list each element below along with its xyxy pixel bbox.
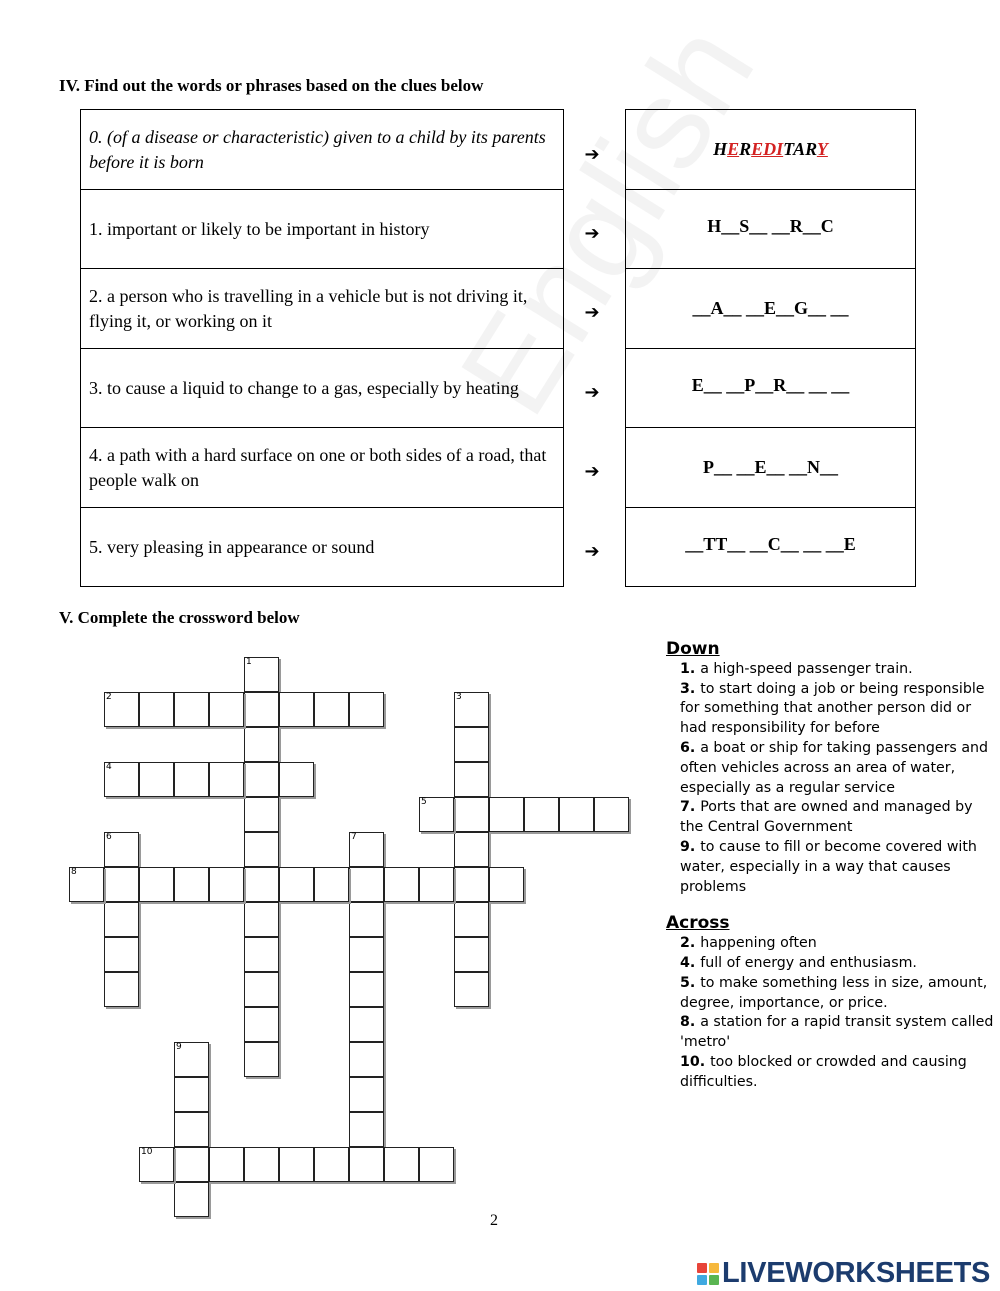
crossword-cell[interactable] (279, 762, 314, 797)
crossword-cell[interactable] (314, 692, 349, 727)
arrow-icon: ➔ (584, 223, 600, 244)
answer-pattern: H__S__ __R__C (707, 216, 834, 236)
crossword-cell[interactable] (174, 1042, 209, 1077)
crossword-cell[interactable] (244, 1147, 279, 1182)
crossword-cell[interactable] (454, 867, 489, 902)
crossword-letter-input[interactable] (107, 835, 136, 864)
down-clue-list (664, 660, 994, 898)
crossword-cell[interactable] (174, 1182, 209, 1217)
crossword-cell[interactable] (314, 867, 349, 902)
crossword-cell[interactable] (349, 937, 384, 972)
crossword-cell[interactable] (349, 692, 384, 727)
crossword-cell[interactable] (349, 902, 384, 937)
crossword-letter-input[interactable] (457, 835, 486, 864)
crossword-cell[interactable] (454, 762, 489, 797)
crossword-letter-input[interactable] (212, 695, 241, 724)
crossword-cell[interactable] (174, 762, 209, 797)
crossword-letter-input[interactable] (492, 800, 521, 829)
clue-cell-1 (80, 189, 564, 269)
crossword-letter-input[interactable] (387, 870, 416, 899)
answer-cell-2[interactable] (625, 268, 916, 349)
crossword-letter-input[interactable] (527, 800, 556, 829)
crossword-cell[interactable] (104, 832, 139, 867)
logo-tiles-icon (697, 1263, 719, 1285)
crossword-cell[interactable] (349, 1147, 384, 1182)
crossword-letter-input[interactable] (457, 730, 486, 759)
clue-number-label: 3 (456, 692, 462, 702)
answer-cell-5[interactable] (625, 507, 916, 587)
crossword-cell[interactable] (104, 902, 139, 937)
crossword-cell[interactable] (244, 1042, 279, 1077)
crossword-letter-input[interactable] (247, 975, 276, 1004)
down-clue-6 (680, 739, 994, 798)
down-clue-1 (680, 660, 994, 680)
crossword-cell[interactable] (594, 797, 629, 832)
crossword-letter-input[interactable] (352, 975, 381, 1004)
across-clue-4 (680, 954, 994, 974)
clue-text: happening often (700, 935, 817, 952)
crossword-cell[interactable] (244, 727, 279, 762)
crossword-letter-input[interactable] (317, 1150, 346, 1179)
clue-text: a station for a rapid transit system called 'metro' (680, 1014, 994, 1051)
answer-pattern: __A__ __E__G__ __ (692, 298, 849, 318)
clue-number: 7. (680, 799, 701, 816)
crossword-cell[interactable] (419, 867, 454, 902)
clue-text: to cause to fill or become covered with water, especially in a way that causes problems (680, 838, 977, 895)
down-clue-9 (680, 838, 994, 897)
crossword-cell[interactable] (349, 867, 384, 902)
arrow-icon: ➔ (584, 144, 600, 165)
clue-number-label: 2 (106, 692, 112, 702)
crossword-letter-input[interactable] (177, 1115, 206, 1144)
crossword-cell[interactable] (139, 867, 174, 902)
answer-pattern: E__ __P__R__ __ __ (691, 375, 850, 395)
crossword-letter-input[interactable] (317, 870, 346, 899)
clue-text: 0. (of a disease or characteristic) given to a child by its parents before it is born (89, 126, 546, 172)
crossword-cell[interactable] (244, 692, 279, 727)
crossword-letter-input[interactable] (212, 870, 241, 899)
crossword-cell[interactable] (104, 867, 139, 902)
crossword-cell[interactable] (244, 1007, 279, 1042)
crossword-cell[interactable] (454, 797, 489, 832)
crossword-letter-input[interactable] (142, 1150, 171, 1179)
clue-text: full of energy and enthusiasm. (700, 954, 917, 971)
clue-number-label: 4 (106, 762, 112, 772)
crossword-letter-input[interactable] (282, 870, 311, 899)
crossword-letter-input[interactable] (422, 800, 451, 829)
crossword-letter-input[interactable] (212, 765, 241, 794)
crossword-letter-input[interactable] (247, 800, 276, 829)
crossword-letter-input[interactable] (177, 1045, 206, 1074)
crossword-letter-input[interactable] (142, 765, 171, 794)
clue-text: too blocked or crowded and causing difficulties. (680, 1053, 967, 1090)
crossword-cell[interactable] (559, 797, 594, 832)
crossword-letter-input[interactable] (247, 835, 276, 864)
clue-cell-2 (80, 268, 564, 349)
down-clue-7 (680, 798, 994, 838)
crossword-letter-input[interactable] (282, 765, 311, 794)
crossword-letter-input[interactable] (142, 870, 171, 899)
answer-cell-4[interactable] (625, 427, 916, 508)
crossword-letter-input[interactable] (387, 1150, 416, 1179)
crossword-letter-input[interactable] (562, 800, 591, 829)
crossword-cell[interactable] (244, 867, 279, 902)
crossword-cell[interactable] (209, 762, 244, 797)
crossword-letter-input[interactable] (107, 940, 136, 969)
across-clue-2 (680, 934, 994, 954)
crossword-cell[interactable] (349, 832, 384, 867)
crossword-letter-input[interactable] (107, 905, 136, 934)
crossword-cell[interactable] (244, 937, 279, 972)
page-number: 2 (490, 1212, 498, 1229)
crossword-letter-input[interactable] (352, 1150, 381, 1179)
crossword-letter-input[interactable] (352, 695, 381, 724)
crossword-cell[interactable] (454, 692, 489, 727)
crossword-letter-input[interactable] (422, 1150, 451, 1179)
crossword-cell[interactable] (419, 1147, 454, 1182)
crossword-letter-input[interactable] (457, 800, 486, 829)
crossword-cell[interactable] (454, 902, 489, 937)
crossword-cell[interactable] (174, 1112, 209, 1147)
crossword-cell[interactable] (244, 832, 279, 867)
clue-number: 1. (680, 660, 701, 677)
section-iv-heading: IV. Find out the words or phrases based on the clues below (59, 76, 484, 95)
crossword-cell[interactable] (104, 762, 139, 797)
clue-text: 2. a person who is travelling in a vehicle but is not driving it, flying it, or working on it (89, 285, 528, 331)
answer-cell-3[interactable] (625, 348, 916, 428)
crossword-letter-input[interactable] (352, 1045, 381, 1074)
crossword-cell[interactable] (489, 797, 524, 832)
across-clue-8 (680, 1013, 994, 1053)
crossword-letter-input[interactable] (177, 1080, 206, 1109)
crossword-cell[interactable] (244, 972, 279, 1007)
crossword-cell[interactable] (279, 1147, 314, 1182)
crossword-letter-input[interactable] (352, 870, 381, 899)
clue-number: 10. (680, 1053, 711, 1070)
clue-cell-3 (80, 348, 564, 428)
crossword-letter-input[interactable] (247, 695, 276, 724)
crossword-cell[interactable] (244, 657, 279, 692)
crossword-letter-input[interactable] (107, 765, 136, 794)
crossword-letter-input[interactable] (177, 870, 206, 899)
crossword-letter-input[interactable] (352, 940, 381, 969)
crossword-letter-input[interactable] (457, 905, 486, 934)
crossword-letter-input[interactable] (352, 905, 381, 934)
clue-number: 3. (680, 680, 701, 697)
down-clue-3 (680, 680, 994, 739)
answer-letters: TAR (783, 139, 817, 159)
crossword-letter-input[interactable] (457, 870, 486, 899)
crossword-cell[interactable] (279, 867, 314, 902)
crossword-letter-input[interactable] (247, 940, 276, 969)
crossword-cell[interactable] (244, 797, 279, 832)
crossword-cell[interactable] (174, 867, 209, 902)
answer-cell-1[interactable] (625, 189, 916, 269)
crossword-cell[interactable] (349, 1077, 384, 1112)
crossword-cell[interactable] (489, 867, 524, 902)
clue-text: to make something less in size, amount, degree, importance, or price. (680, 974, 988, 1011)
highlighted-letters: Y (816, 139, 828, 159)
clue-number: 2. (680, 935, 701, 952)
crossword-letter-input[interactable] (352, 1010, 381, 1039)
crossword-cell[interactable] (209, 1147, 244, 1182)
crossword-letter-input[interactable] (457, 765, 486, 794)
crossword-cell[interactable] (139, 1147, 174, 1182)
clue-number-label: 10 (141, 1147, 153, 1157)
crossword-letter-input[interactable] (282, 1150, 311, 1179)
crossword-cell[interactable] (209, 692, 244, 727)
clue-number-label: 7 (351, 832, 357, 842)
clue-text: to start doing a job or being responsible for something that another person did or had responsibility for before (680, 680, 985, 737)
across-title: Across (666, 913, 730, 934)
crossword-cell[interactable] (69, 867, 104, 902)
logo-text: LIVEWORKSHEETS (722, 1257, 991, 1289)
crossword-cell[interactable] (104, 937, 139, 972)
crossword-letter-input[interactable] (352, 1115, 381, 1144)
crossword-letter-input[interactable] (107, 870, 136, 899)
arrow-icon: ➔ (584, 541, 600, 562)
arrow-icon: ➔ (584, 461, 600, 482)
crossword-cell[interactable] (419, 797, 454, 832)
crossword-cell[interactable] (349, 972, 384, 1007)
clue-cell-4 (80, 427, 564, 508)
answer-letters: H (713, 139, 728, 159)
crossword-letter-input[interactable] (352, 1080, 381, 1109)
crossword-letter-input[interactable] (247, 870, 276, 899)
crossword-letter-input[interactable] (247, 1010, 276, 1039)
crossword-letter-input[interactable] (177, 1150, 206, 1179)
crossword-letter-input[interactable] (352, 835, 381, 864)
crossword-cell[interactable] (349, 1042, 384, 1077)
crossword-cell[interactable] (139, 692, 174, 727)
clue-text: Ports that are owned and managed by the Central Government (680, 799, 973, 836)
clue-text: a high-speed passenger train. (700, 660, 913, 677)
crossword-cell[interactable] (244, 902, 279, 937)
clue-number-label: 5 (421, 797, 427, 807)
crossword-cell[interactable] (454, 727, 489, 762)
answer-letters: R (739, 139, 752, 159)
across-clue-list (664, 934, 994, 1092)
across-clue-10 (680, 1053, 994, 1093)
crossword-clues (664, 640, 994, 1093)
crossword-cell[interactable] (384, 1147, 419, 1182)
clue-text: 1. important or likely to be important in history (89, 218, 430, 239)
crossword-cell[interactable] (174, 1147, 209, 1182)
crossword-cell[interactable] (454, 937, 489, 972)
arrow-icon: ➔ (584, 382, 600, 403)
crossword-letter-input[interactable] (317, 695, 346, 724)
arrow-icon: ➔ (584, 302, 600, 323)
crossword-cell[interactable] (349, 1007, 384, 1042)
crossword-letter-input[interactable] (247, 905, 276, 934)
crossword-letter-input[interactable] (142, 695, 171, 724)
crossword-letter-input[interactable] (597, 800, 626, 829)
crossword-cell[interactable] (104, 692, 139, 727)
clue-number-label: 8 (71, 867, 77, 877)
clue-number: 5. (680, 974, 701, 991)
crossword-letter-input[interactable] (282, 695, 311, 724)
crossword-letter-input[interactable] (212, 1150, 241, 1179)
answer-pattern: P__ __E__ __N__ (703, 457, 838, 477)
crossword-cell[interactable] (314, 1147, 349, 1182)
crossword-letter-input[interactable] (247, 1045, 276, 1074)
clue-text: a boat or ship for taking passengers and often vehicles across an area of water, especially as a regular service (680, 739, 989, 796)
clue-number: 4. (680, 954, 701, 971)
crossword-letter-input[interactable] (107, 975, 136, 1004)
crossword-cell[interactable] (244, 762, 279, 797)
crossword-letter-input[interactable] (247, 730, 276, 759)
crossword-letter-input[interactable] (247, 765, 276, 794)
example-answer (713, 139, 828, 160)
crossword-cell[interactable] (279, 692, 314, 727)
crossword-letter-input[interactable] (492, 870, 521, 899)
crossword-letter-input[interactable] (457, 975, 486, 1004)
section-v-heading: V. Complete the crossword below (59, 608, 300, 627)
clue-number: 9. (680, 838, 701, 855)
answer-cell-0 (625, 109, 916, 190)
liveworksheets-logo (697, 1257, 990, 1290)
crossword-letter-input[interactable] (457, 940, 486, 969)
clue-cell-0 (80, 109, 564, 190)
clue-cell-5 (80, 507, 564, 587)
clue-text: 3. to cause a liquid to change to a gas, especially by heating (89, 377, 519, 398)
crossword-cell[interactable] (209, 867, 244, 902)
crossword-cell[interactable] (454, 832, 489, 867)
crossword-letter-input[interactable] (247, 1150, 276, 1179)
crossword-letter-input[interactable] (422, 870, 451, 899)
highlighted-letters: E (727, 139, 740, 159)
clue-number: 8. (680, 1014, 701, 1031)
crossword-letter-input[interactable] (107, 695, 136, 724)
clue-number-label: 1 (246, 657, 252, 667)
crossword-letter-input[interactable] (457, 695, 486, 724)
clue-text: 5. very pleasing in appearance or sound (89, 536, 375, 557)
crossword-cell[interactable] (349, 1112, 384, 1147)
clue-number-label: 9 (176, 1042, 182, 1052)
crossword-cell[interactable] (174, 692, 209, 727)
crossword-cell[interactable] (174, 1077, 209, 1112)
down-title: Down (666, 639, 720, 659)
crossword-letter-input[interactable] (177, 765, 206, 794)
crossword-letter-input[interactable] (72, 870, 101, 899)
across-clue-5 (680, 974, 994, 1014)
crossword-letter-input[interactable] (177, 1185, 206, 1214)
highlighted-letters: EDI (751, 139, 784, 159)
crossword-letter-input[interactable] (177, 695, 206, 724)
crossword-letter-input[interactable] (247, 660, 276, 689)
crossword-cell[interactable] (454, 972, 489, 1007)
answer-pattern: __TT__ __C__ __ __E (685, 534, 856, 554)
crossword-cell[interactable] (139, 762, 174, 797)
crossword-cell[interactable] (384, 867, 419, 902)
clue-number: 6. (680, 739, 701, 756)
clue-number-label: 6 (106, 832, 112, 842)
crossword-cell[interactable] (104, 972, 139, 1007)
crossword-cell[interactable] (524, 797, 559, 832)
clue-text: 4. a path with a hard surface on one or both sides of a road, that people walk on (89, 444, 547, 490)
